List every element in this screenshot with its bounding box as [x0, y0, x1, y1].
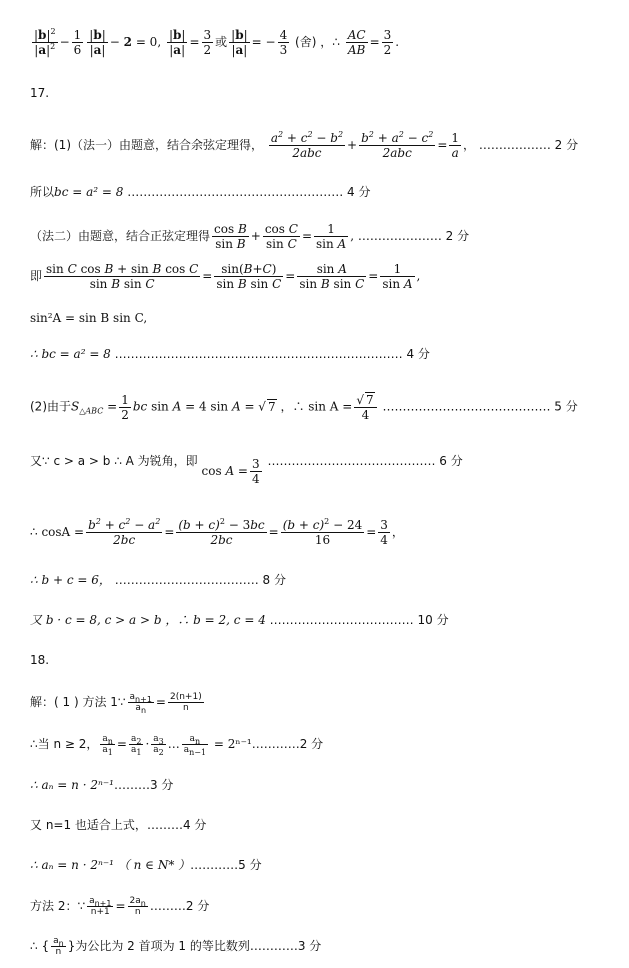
- p17-part2-line: (2)由于$S_{\triangle ABC}$ = $\frac{1}{2}$ bc sin A = 4 sin A = √ 7 ，∴ sin A = $\frac{√ 7}{4}$ …………………………………… 5 分: [30, 392, 578, 422]
- p17-sol2-intro: （法二）由题意，结合正弦定理得: [30, 229, 211, 243]
- p17-part2-line4: [30, 573, 286, 587]
- p17-sol1-line: 解：(1)（法一）由题意，结合余弦定理得， $\frac{a^2 + c^2 - b^2}{\text{2abc}}$ + $\frac{b^2 + a^2 - c^2}{\text{2abc}}$ = $\frac{1}{a}$ ， ……………… 2 分: [30, 130, 579, 160]
- p18-m1-final: ∴ aₙ = n · 2ⁿ⁻¹ （ n ∈ N* ）: [30, 858, 191, 872]
- p17-sol2-prefix: 即: [30, 269, 43, 283]
- p17-sol1-result-line: [30, 185, 370, 199]
- p18-m1-when-score: …………2 分: [251, 737, 324, 751]
- p18-m2-geo-line: ∴ { $\frac{a_n}{n}$ }为公比为 2 首项为 1 的等比数列…………3 分: [30, 936, 322, 957]
- p18-m2-intro: 方法 2：∵: [30, 899, 86, 913]
- p17-sol2-score: ………………… 2 分: [357, 229, 470, 243]
- p18-m1-when: ∴当 n ≥ 2，: [30, 737, 99, 751]
- p17-part2-line5-text: 又 b · c = 8, c > a > b ，∴ b = 2, c = 4: [30, 613, 266, 627]
- p17-part2-line4-text: ∴ b + c = 6，: [30, 573, 111, 587]
- p18-m1-an-score: ………3 分: [113, 778, 174, 792]
- p18-m1-intro-line: 解：( 1 ) 方法 1∵ $\frac{a_{n+1}}{a_n}$ = $\frac{2(n+1)}{n}$: [30, 692, 202, 715]
- problem-17-number: 17.: [30, 86, 50, 100]
- p17-part2-line2-score: …………………………………… 6 分: [267, 454, 463, 468]
- p17-part2-line3-prefix: ∴ cosA =: [30, 525, 85, 539]
- p18-m1-when-result: = 2ⁿ⁻¹: [213, 737, 252, 751]
- p17-sol1-result: bc = a² = 8: [54, 185, 124, 199]
- p18-m1-n1: 又 n=1 也适合上式，: [30, 818, 147, 832]
- p17-sol2-result-score: ……………………………………………………………… 4 分: [114, 347, 430, 361]
- p18-m2-intro-line: 方法 2：∵ $\frac{a_{n+1}}{n+1}$ = $\frac{2a_n}{n}$ ………2 分: [30, 896, 210, 917]
- p17-part2-intro: (2)由于: [30, 399, 71, 414]
- p17-sol2-intro-line: （法二）由题意，结合正弦定理得 $\frac{\text{cos B}}{\text{sin B}}$ + $\frac{\text{cos C}}{\text{sin C}}$ = $\frac{1}{\text{sin A}}$ , ………………… 2 分: [30, 222, 470, 251]
- p18-m1-final-score: …………5 分: [190, 858, 262, 872]
- p17-sol1-intro: 解：(1)（法一）由题意，结合余弦定理得，: [30, 138, 263, 152]
- p17-part2-line3: ∴ cosA = $\frac{b^2 + c^2 - a^2}{2bc}$ = $\frac{(b + c)^2 - 3bc}{2bc}$ = $\frac{(b + c)^2 - 24}{16}$ = $\frac{3}{4}$ ，: [30, 517, 404, 547]
- p17-part2-mid: ，∴ sin A =: [280, 399, 353, 414]
- p18-m2-geo: 为公比为 2 首项为 1 的等比数列: [75, 939, 250, 953]
- p17-sol2-result: ∴ bc = a² = 8: [30, 347, 111, 361]
- p18-m1-an-line: [30, 778, 173, 792]
- p18-m1-n1-score: ………4 分: [146, 818, 207, 832]
- p18-m1-n1-line: [30, 818, 206, 832]
- p18-m1-intro: 解：( 1 ) 方法 1∵: [30, 695, 126, 709]
- p17-sol1-result-score: ……………………………………………… 4 分: [127, 185, 371, 199]
- p18-m1-final-line: [30, 858, 262, 872]
- line1-end-text: (舍) ，∴: [295, 35, 340, 49]
- p17-part2-line2: 又∵ c > a > b ∴ A 为锐角，即 cos A = $\frac{3}{4}$ …………………………………… 6 分: [30, 454, 463, 486]
- p18-m1-when-line: ∴当 n ≥ 2， $\frac{a_n}{a_1}$ = $\frac{a_2}{a_1}$ · $\frac{a_3}{a_2}$ … $\frac{a_n}{a_{n-1}}$ = 2ⁿ⁻¹…………2 分: [30, 734, 324, 757]
- p17-sol2-result-line: [30, 347, 430, 361]
- p17-part2-line4-score: ……………………………… 8 分: [114, 573, 286, 587]
- p17-sol1-score: ……………… 2 分: [478, 138, 579, 152]
- problem-18-number: 18.: [30, 653, 50, 667]
- p17-part2-line5-score: ……………………………… 10 分: [269, 613, 449, 627]
- p18-m2-score: ………2 分: [149, 899, 210, 913]
- p18-m2-geo-score: …………3 分: [249, 939, 322, 953]
- p18-m1-an: ∴ aₙ = n · 2ⁿ⁻¹: [30, 778, 114, 792]
- p17-part2-line5: [30, 613, 449, 627]
- p17-sol1-result-prefix: 所以: [30, 185, 55, 199]
- line-ratio-result: $\frac{|b|^2}{|a|^2}$ − $\frac{1}{6}$ $\frac{|b|}{|a|}$ − 2 = 0, $\frac{|b|}{|a|}$ = $\frac{3}{2}$ 或 $\frac{|b|}{|a|}$ = − $\frac{4}{3}$ (舍) ，∴ $\frac{AC}{AB}$ = $\frac{3}{2}$ .: [34, 27, 400, 57]
- p17-part2-line2-text: 又∵ c > a > b ∴ A 为锐角，即: [30, 454, 198, 468]
- p17-part2-score: …………………………………… 5 分: [382, 399, 578, 414]
- p17-sol2-chain-line: 即 $\frac{\text{sin C cos B + sin B cos C}}{\text{sin B sin C}}$ = $\frac{\sin(B+C)}{\text{sin B sin C}}$ = $\frac{\text{sin A}}{\text{sin B sin C}}$ = $\frac{1}{\text{sin A}}$ ,: [30, 262, 421, 291]
- p17-sol2-eq: sin²A = sin B sin C,: [30, 311, 148, 325]
